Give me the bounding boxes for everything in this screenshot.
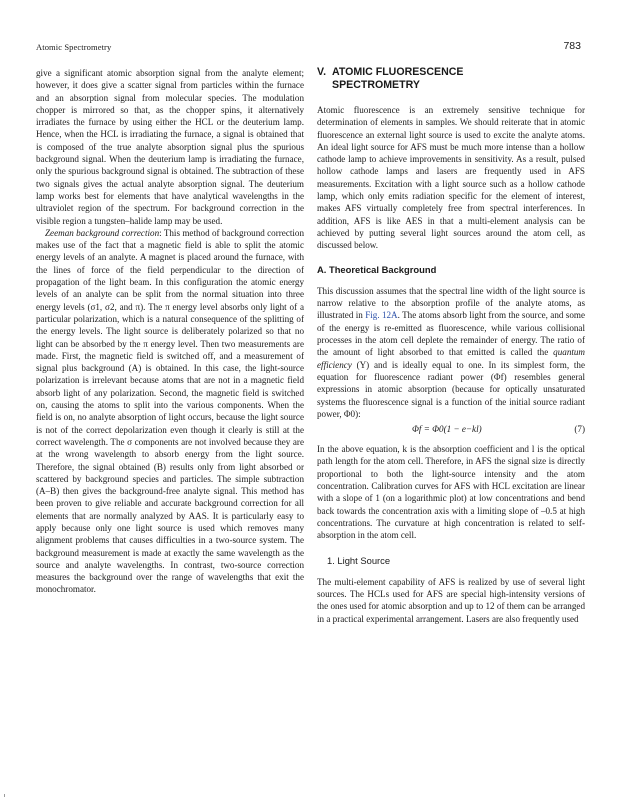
paragraph-after-equation: In the above equation, k is the absorption coefficient and l is the optical path length for the atom cell. Therefore, in AFS the signal size is directly proportional to both the light-source intensity and the atom concentration. Calibration curves for AFS with HCL excitation are linear with a slope of 1 (on a logarithmic plot) at low concentrations and bend back towards the concentration axis with a limiting slope of –0.5 at high concentrations. The curvature at high concentration is related to self-absorption in the atom cell. <box>317 444 585 541</box>
figure-link[interactable]: Fig. 12A <box>365 310 398 321</box>
section-title-line1: ATOMIC FLUORESCENCE <box>332 66 464 78</box>
zeeman-term: Zeeman background correction <box>45 227 160 238</box>
equation-7 <box>317 423 585 439</box>
paragraph-light-source: The multi-element capability of AFS is realized by use of several light sources. The HCLs used for AFS are special high-intensity versions of the ones used for atomic absorption and up to 12 of them can be arranged in a practical experimental arrangement. Lasers are also frequently used <box>317 576 585 624</box>
section-title-line2: SPECTROMETRY <box>332 79 420 91</box>
equation-body: Φf = Φ0(1 − e−kl) <box>412 424 482 435</box>
left-column <box>36 67 304 596</box>
paragraph-theory <box>317 285 585 420</box>
section-number: V. <box>317 66 327 78</box>
theory-text-2: . The atoms absorb light from the source, and some of the energy is re-emitted as fluorescence, while various collisional processes in the atom cell deplete the remainder of energy. The ratio of the amount of light absorbed to that emitted is called the <box>317 310 585 358</box>
page-number: 783 <box>563 40 581 52</box>
theory-text-1: This discussion assumes that the spectral line width of the light source is narrow relative to the absorption profile of the analyte atoms, as illustrated in <box>317 285 585 321</box>
right-column <box>317 66 585 625</box>
section-title <box>317 66 585 92</box>
zeeman-body: : This method of background correction makes use of the fact that a magnetic field is able to split the atomic energy levels of an analyte. A magnet is placed around the furnace, with the lines of force of the field perpendicular to the direction of propagation of the light beam. In this configuration the atomic energy levels of an analyte can be split from the normal situation into three energy levels (σ1, σ2, and π). The π energy level absorbs only light of a particular polarization, which is a natural consequence of the splitting of the energy levels. The light source is deliberately polarized so that no light can be absorbed by the π energy level. Then two measurements are made. First, the magnetic field is switched off, and a measurement of signal plus background (A) is obtained. In this case, the light-source polarization is irrelevant because atoms that are not in a magnetic field absorb light of any polarization. Second, the magnetic field is switched on, causing the atoms to split into the various components. When the field is on, no analyte absorption of light occurs, because the light source is not of the correct depolarization even though it clearly is still at the correct wavelength. The σ components are not involved because they are at the wrong wavelength to absorb energy from the light source. Therefore, the signal obtained (B) results only from light absorbed or scattered by background species and particles. The simple subtraction (A–B) then gives the background-free analyte signal. This method has been proven to give reliable and accurate background correction for all elements that are normally analyzed by AAS. It is particularly easy to apply because only one light source is used which removes many alignment problems that causes difficulties in a two-source system. The background measurement is made at exactly the same wavelength as the source and analyte wavelengths. In contrast, two-source correction measures the background over the range of wavelengths that exit the monochromator. <box>36 227 304 595</box>
running-head: Atomic Spectrometry <box>36 42 112 52</box>
subsection-title-theoretical: A. Theoretical Background <box>317 263 437 275</box>
paragraph-zeeman <box>36 227 304 596</box>
quantum-efficiency-term: quantum efficiency <box>317 347 585 370</box>
theory-text-3: (Y) and is ideally equal to one. In its simplest form, the equation for fluorescence radiant power (Φf) resembles general expressions in atomic absorption (because for optically unsaturated systems the fluorescence signal is a function of the initial source radiant power, Φ0): <box>317 359 585 419</box>
margin-tick-mark <box>4 794 5 797</box>
paragraph-background-deuterium: give a significant atomic absorption signal from the analyte element; however, it does give a scatter signal from particles within the furnace and an absorption signal from molecular species. The modulation chopper is mirrored so that, as the chopper spins, it alternatively irradiates the furnace by using either the HCL or the deuterium lamp. Hence, when the HCL is irradiating the furnace, a signal is obtained that is composed of the true analyte absorption signal plus the spurious background signal. When the deuterium lamp is irradiating the furnace, only the spurious background signal is obtained. The subtraction of these two signals gives the actual analyte absorption signal. The deuterium lamp works best for elements that have analytical wavelengths in the ultraviolet region of the spectrum. For background correction in the visible region a tungsten–halide lamp may be used. <box>36 68 304 226</box>
subsubsection-title-light-source: 1. Light Source <box>327 554 391 566</box>
equation-number: (7) <box>574 424 585 435</box>
paragraph-afs-intro: Atomic fluorescence is an extremely sensitive technique for determination of elements in samples. We should reiterate that in atomic fluorescence an external light source is used to excite the analyte atoms. An ideal light source for AFS must be much more intense than a hollow cathode lamp to achieve improvements in sensitivity. As a result, pulsed hollow cathode lamps and lasers are frequently used in AFS measurements. Excitation with a light source such as a hollow cathode lamp, which only emits radiation specific for the element of interest, makes AFS virtually completely free from spectral interferences. In addition, AFS is like AES in that a multi-element analysis can be achieved by putting several light sources around the atom cell, as discussed below. <box>317 105 585 251</box>
